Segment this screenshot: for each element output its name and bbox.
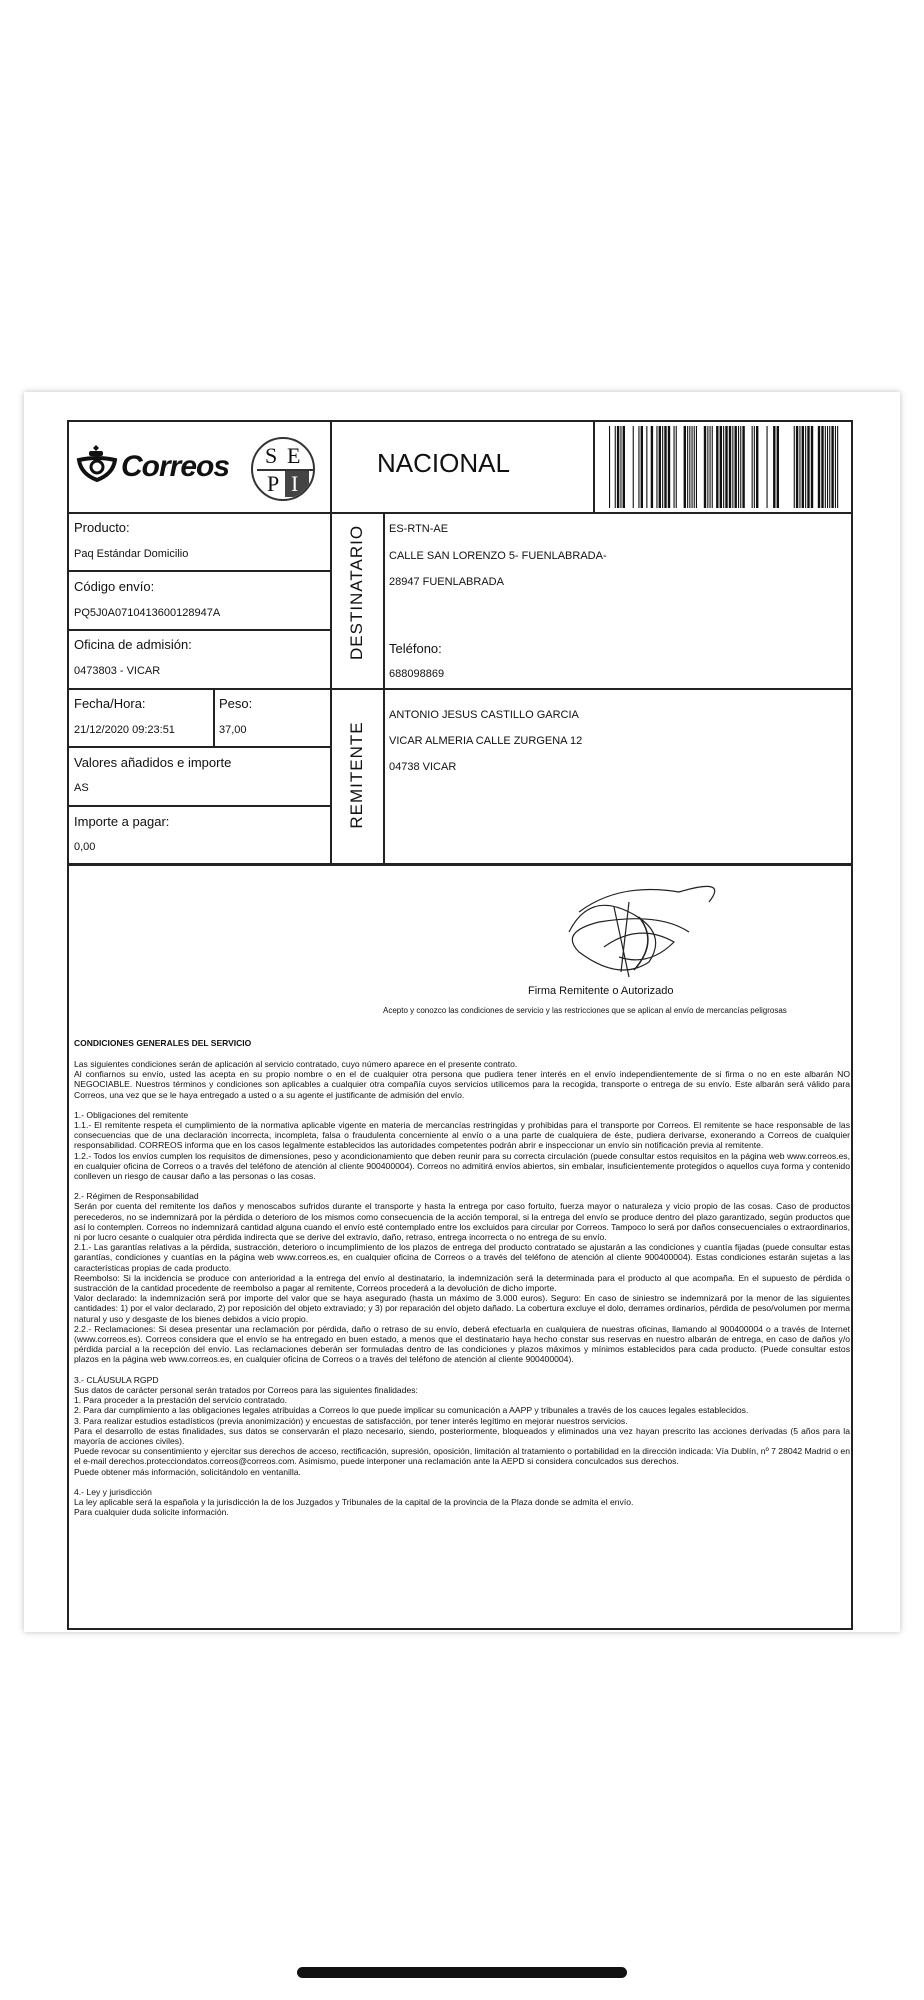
brand-name: Correos xyxy=(121,450,230,483)
destinatario-line: ES-RTN-AE xyxy=(389,523,449,535)
condition-paragraph: Puede revocar su consentimiento y ejercitar sus derechos de acceso, rectificación, supresión, oposición, limitación al tratamiento o portabilidad en la dirección indicada: Vía Dublín, nº 7 28042 Madrid o en el e-mail derechos.protecciondatos.correos@correos.com. Asimismo, puede interponer una reclamación ante la AEPD si considera conculcados sus derechos. xyxy=(74,1446,850,1467)
shipping-label-sheet xyxy=(24,392,900,1632)
barcode-bar xyxy=(835,426,836,508)
barcode-bar xyxy=(732,426,733,508)
barcode-bar xyxy=(696,426,697,508)
sepi-letter: P xyxy=(267,471,280,496)
correos-horn-logo-icon xyxy=(75,442,119,486)
barcode-bar xyxy=(827,426,828,508)
barcode-bar xyxy=(777,426,779,508)
conditions-title: CONDICIONES GENERALES DEL SERVICIO xyxy=(74,1038,252,1048)
divider xyxy=(69,629,331,631)
remitente-heading: REMITENTE xyxy=(347,721,366,829)
condition-paragraph: Las siguientes condiciones serán de aplicación al servicio contratado, cuyo número aparece en el presente contrato. xyxy=(74,1059,518,1069)
barcode-bar xyxy=(662,426,663,508)
barcode-bar xyxy=(689,426,690,508)
condition-paragraph: 1.1.- El remitente respeta el cumplimiento de la normativa aplicable vigente en materia de mercancías restringidas y prohibidas para el transporte por Correos. El remitente se hace responsable de las consecuencias que de una declaración incorrecta, incompleta, falsa o fraudulenta concerniente al envío o a una parte de cualquiera de éste, pudiera derivarse, exonerando a Correos de cualquier responsabilidad. CORREOS informa que en los casos legalmente establecidos las autoridades competentes podrán abrir e inspeccionar un envío sin notificación previa al remitente. xyxy=(74,1120,850,1151)
peso-label: Peso: xyxy=(219,696,253,711)
signature-caption: Firma Remitente o Autorizado xyxy=(528,985,674,997)
condition-paragraph: 2.1.- Las garantías relativas a la pérdida, sustracción, deterioro o incumplimiento de los plazos de entrega del producto contratado se ajustarán a las condiciones y cuantía fijadas (puede consultar estas garantías, condiciones y cuantías en la página web www.correos.es, en cualquier oficina de Correos o a través del teléfono de atención al cliente 900400004). Estas condiciones estarán sujetas a las características propias de cada producto. xyxy=(74,1242,850,1273)
condition-paragraph: 1.2.- Todos los envíos cumplen los requisitos de dimensiones, peso y acondicionamiento que deben reunir para su correcta circulación (puede consultar estos requisitos en la página web www.correos.es, en cualquier oficina de Correos o a través del teléfono de atención al cliente 900400004). Correos no admitirá envíos abiertos, sin embalar, insuficientemente protegidos o aquellos cuya forma y contenido conlleven un riesgo de causar daño a las personas o las cosas. xyxy=(74,1150,850,1182)
barcode-bar xyxy=(617,426,619,508)
oficina-label: Oficina de admisión: xyxy=(74,637,192,652)
barcode-bar xyxy=(620,426,621,508)
barcode-bar xyxy=(651,426,653,508)
condition-paragraph: La ley aplicable será la española y la jurisdicción la de los Juzgados y Tribunales de la capital de la provincia de la Plaza donde se admita el envío. xyxy=(74,1496,634,1507)
divider xyxy=(330,422,332,865)
remitente-line: VICAR ALMERIA CALLE ZURGENA 12 xyxy=(389,735,583,747)
remitente-line: 04738 VICAR xyxy=(389,761,457,773)
barcode-bar xyxy=(674,426,675,508)
barcode-bar xyxy=(659,426,661,508)
barcode-bar xyxy=(818,426,820,508)
condition-paragraph: 1.- Obligaciones del remitente xyxy=(74,1109,189,1120)
barcode-bar xyxy=(623,426,625,508)
barcode-icon xyxy=(605,424,845,510)
condition-paragraph: 3. Para realizar estudios estadísticos (previa anonimización) y encuestas de satisfacción, por tener interés legítimo en mejorar nuestros servicios. xyxy=(74,1415,628,1426)
condition-paragraph: 4.- Ley y jurisdicción xyxy=(74,1486,152,1497)
condition-paragraph: 3.- CLÁUSULA RGPD xyxy=(74,1374,159,1385)
destinatario-line: 28947 FUENLABRADA xyxy=(389,576,504,588)
barcode-bar xyxy=(825,426,826,508)
barcode-bar xyxy=(754,426,755,508)
barcode-bar xyxy=(756,426,758,508)
divider xyxy=(213,688,215,747)
barcode-bar xyxy=(729,426,731,508)
condition-paragraph: 1. Para proceder a la prestación del servicio contratado. xyxy=(74,1395,288,1406)
barcode-bar xyxy=(725,426,727,508)
destinatario-line: CALLE SAN LORENZO 5- FUENLABRADA- xyxy=(389,550,607,562)
home-indicator[interactable] xyxy=(297,1967,627,1978)
barcode-bar xyxy=(656,426,657,508)
barcode-bar xyxy=(720,426,722,508)
barcode-bar xyxy=(805,426,806,508)
divider xyxy=(593,422,595,514)
barcode-bar xyxy=(773,426,775,508)
barcode-bar xyxy=(668,426,670,508)
remitente-line: ANTONIO JESUS CASTILLO GARCIA xyxy=(389,709,579,721)
destinatario-heading: DESTINATARIO xyxy=(347,524,366,660)
sepi-logo xyxy=(251,437,315,501)
barcode-bar xyxy=(664,426,666,508)
barcode-bar xyxy=(646,426,647,508)
barcode-bar xyxy=(687,426,688,508)
phone-label: Teléfono: xyxy=(389,641,442,656)
barcode-bar xyxy=(831,426,833,508)
barcode-bar xyxy=(633,426,634,508)
sepi-letter: E xyxy=(287,443,301,468)
sepi-letter: S xyxy=(265,443,278,468)
barcode-bar xyxy=(742,426,744,508)
barcode-bar xyxy=(735,426,737,508)
barcode-bar xyxy=(710,426,711,508)
barcode-bar xyxy=(716,426,718,508)
condition-paragraph: Para cualquier duda solicite información. xyxy=(74,1507,229,1518)
barcode-bar xyxy=(692,426,693,508)
importe-label: Importe a pagar: xyxy=(74,814,170,829)
barcode-bar xyxy=(767,426,768,508)
barcode-bar xyxy=(684,426,686,508)
barcode-bar xyxy=(694,426,695,508)
divider xyxy=(69,570,331,572)
sepi-letter: I xyxy=(291,471,299,496)
condition-paragraph: 2. Para dar cumplimiento a las obligaciones legales atribuidas a Correos lo que puede implicar su comunicación a AAPP y tribunales a través de los cauces legales establecidos. xyxy=(74,1405,749,1416)
barcode-bar xyxy=(712,426,713,508)
condition-paragraph: Reembolso: Si la incidencia se produce con anterioridad a la entrega del envío al destinatario, la indemnización será la determinada para el producto al que acompaña. En el supuesto de pérdida o sustracción de la cantidad procedente de reembolso a pagar al remitente, Correos procederá a la devolución de dicho importe. xyxy=(74,1272,850,1294)
service-type: NACIONAL xyxy=(377,448,510,478)
condition-paragraph: Valor declarado: la indemnización será por importe del valor que se haya asegurado (hasta un máximo de 3.000 euros). Seguro: En caso de siniestro se indemnizará por la menor de las siguientes cantidades: 1) por el valor declarado, 2) por reposición del objeto extraviado; y 3) por reparación del objeto dañado. La cobertura excluye el dolo, derrames ordinarios, pérdida de peso/volumen por merma natural y uso y desgaste de los bienes debidos a vicio propio. xyxy=(74,1293,850,1324)
condition-paragraph: Para el desarrollo de estas finalidades, sus datos se conservarán el plazo necesario, siendo, posteriormente, bloqueados y eliminados una vez hayan prescrito las acciones derivadas (5 años para la mayoría de acciones civiles). xyxy=(74,1425,850,1446)
barcode-bar xyxy=(821,426,823,508)
barcode-bar xyxy=(707,426,708,508)
barcode-bar xyxy=(615,426,616,508)
conditions-body xyxy=(74,1059,850,1517)
valores-label: Valores añadidos e importe xyxy=(74,755,232,770)
barcode-bar xyxy=(740,426,741,508)
divider xyxy=(69,805,331,807)
barcode-bar xyxy=(837,426,838,508)
peso-value: 37,00 xyxy=(219,724,247,736)
barcode-bar xyxy=(704,426,706,508)
condition-paragraph: Serán por cuenta del remitente los daños y menoscabos sufridos durante el transporte y hasta la entrega por caso fortuito, fuerza mayor o naturaleza y vicio propio de las cosas. Caso de productos perecederos, no se indemnizará por la pérdida o deterioro de los mismos como consecuencia de la acción temporal, si la entrega del envío se produce dentro del plazo garantizado, según productos que así lo contemplen. Correos no indemnizará cantidad alguna cuando el envío esté contemplado entre los excluidos para circular por Correos. Tampoco lo será por daños consecuenciales o extraordinarios, ni por lucro cesante o cualquier otra pérdida indirecta que se derive del extravío, daño, retraso, entrega incorrecta o no entrega de su envío. xyxy=(74,1201,850,1243)
divider xyxy=(69,746,331,748)
condition-paragraph: Sus datos de carácter personal serán tratados por Correos para las siguientes finalidades: xyxy=(74,1384,418,1395)
codigo-value: PQ5J0A0710413600128947A xyxy=(74,607,221,619)
barcode-bar xyxy=(676,426,677,508)
barcode-bar xyxy=(609,426,610,508)
barcode-bar xyxy=(738,426,739,508)
importe-value: 0,00 xyxy=(74,841,96,853)
barcode-bar xyxy=(638,426,639,508)
condition-paragraph: Puede obtener más información, solicitándolo en ventanilla. xyxy=(74,1466,301,1477)
barcode-bar xyxy=(794,426,795,508)
condition-paragraph: Al confiarnos su envío, usted las acepta en su propio nombre o en el de cualquier otra persona que pudiera tener interés en el envío independientemente de si firma o no en este albarán NO NEGOCIABLE. Nuestros términos y condiciones son aplicables a cualquier otra compañía cuyos servicios utilicemos para la recogida, transporte o entrega de su envío. Este albarán será válido para Correos, una vez que se le haya entregado a usted o a su agente el justificante de admisión del envío. xyxy=(74,1069,850,1100)
barcode-bar xyxy=(641,426,643,508)
condition-paragraph: 2.- Régimen de Responsabilidad xyxy=(74,1191,199,1202)
barcode-bar xyxy=(802,426,804,508)
barcode-bar xyxy=(829,426,830,508)
divider xyxy=(69,688,851,690)
fecha-label: Fecha/Hora: xyxy=(74,696,146,711)
signature-scribble xyxy=(559,872,739,982)
barcode-bar xyxy=(799,426,800,508)
accept-notice: Acepto y conozco las condiciones de servicio y las restricciones que se aplican al envío de mercancías peligrosas xyxy=(383,1006,787,1015)
label-frame xyxy=(67,420,853,1630)
condition-paragraph: 2.2.- Reclamaciones: Si desea presentar una reclamación por pérdida, daño o retraso de su envío, deberá efectuarla en cualquiera de nuestras oficinas, llamando al 900400004 o a través de Internet (www.correos.es). Correos considera que el envío se ha entregado en buen estado, a menos que el destinatario haya hecho constar sus reservas en nuestro albarán de entrega, en caso de daños y/o pérdida parcial a la recepción del envío. Las reclamaciones deberán ser formuladas dentro de las condiciones y plazos máximos y mínimos establecidos para cada producto. (Puede consultar estos plazos en la página web www.correos.es, en cualquier oficina de Correos o a través del teléfono de atención al cliente 900400004). xyxy=(74,1323,850,1365)
valores-value: AS xyxy=(74,782,89,794)
oficina-value: 0473803 - VICAR xyxy=(74,665,161,677)
barcode-bar xyxy=(723,426,724,508)
barcode-bar xyxy=(811,426,813,508)
producto-value: Paq Estándar Domicilio xyxy=(74,548,189,560)
codigo-label: Código envío: xyxy=(74,579,155,594)
phone-value: 688098869 xyxy=(389,668,445,680)
barcode-bar xyxy=(807,426,809,508)
fecha-value: 21/12/2020 09:23:51 xyxy=(74,724,175,736)
divider xyxy=(69,512,851,514)
divider xyxy=(69,863,851,866)
barcode-bar xyxy=(796,426,798,508)
barcode-bar xyxy=(752,426,753,508)
producto-label: Producto: xyxy=(74,520,130,535)
